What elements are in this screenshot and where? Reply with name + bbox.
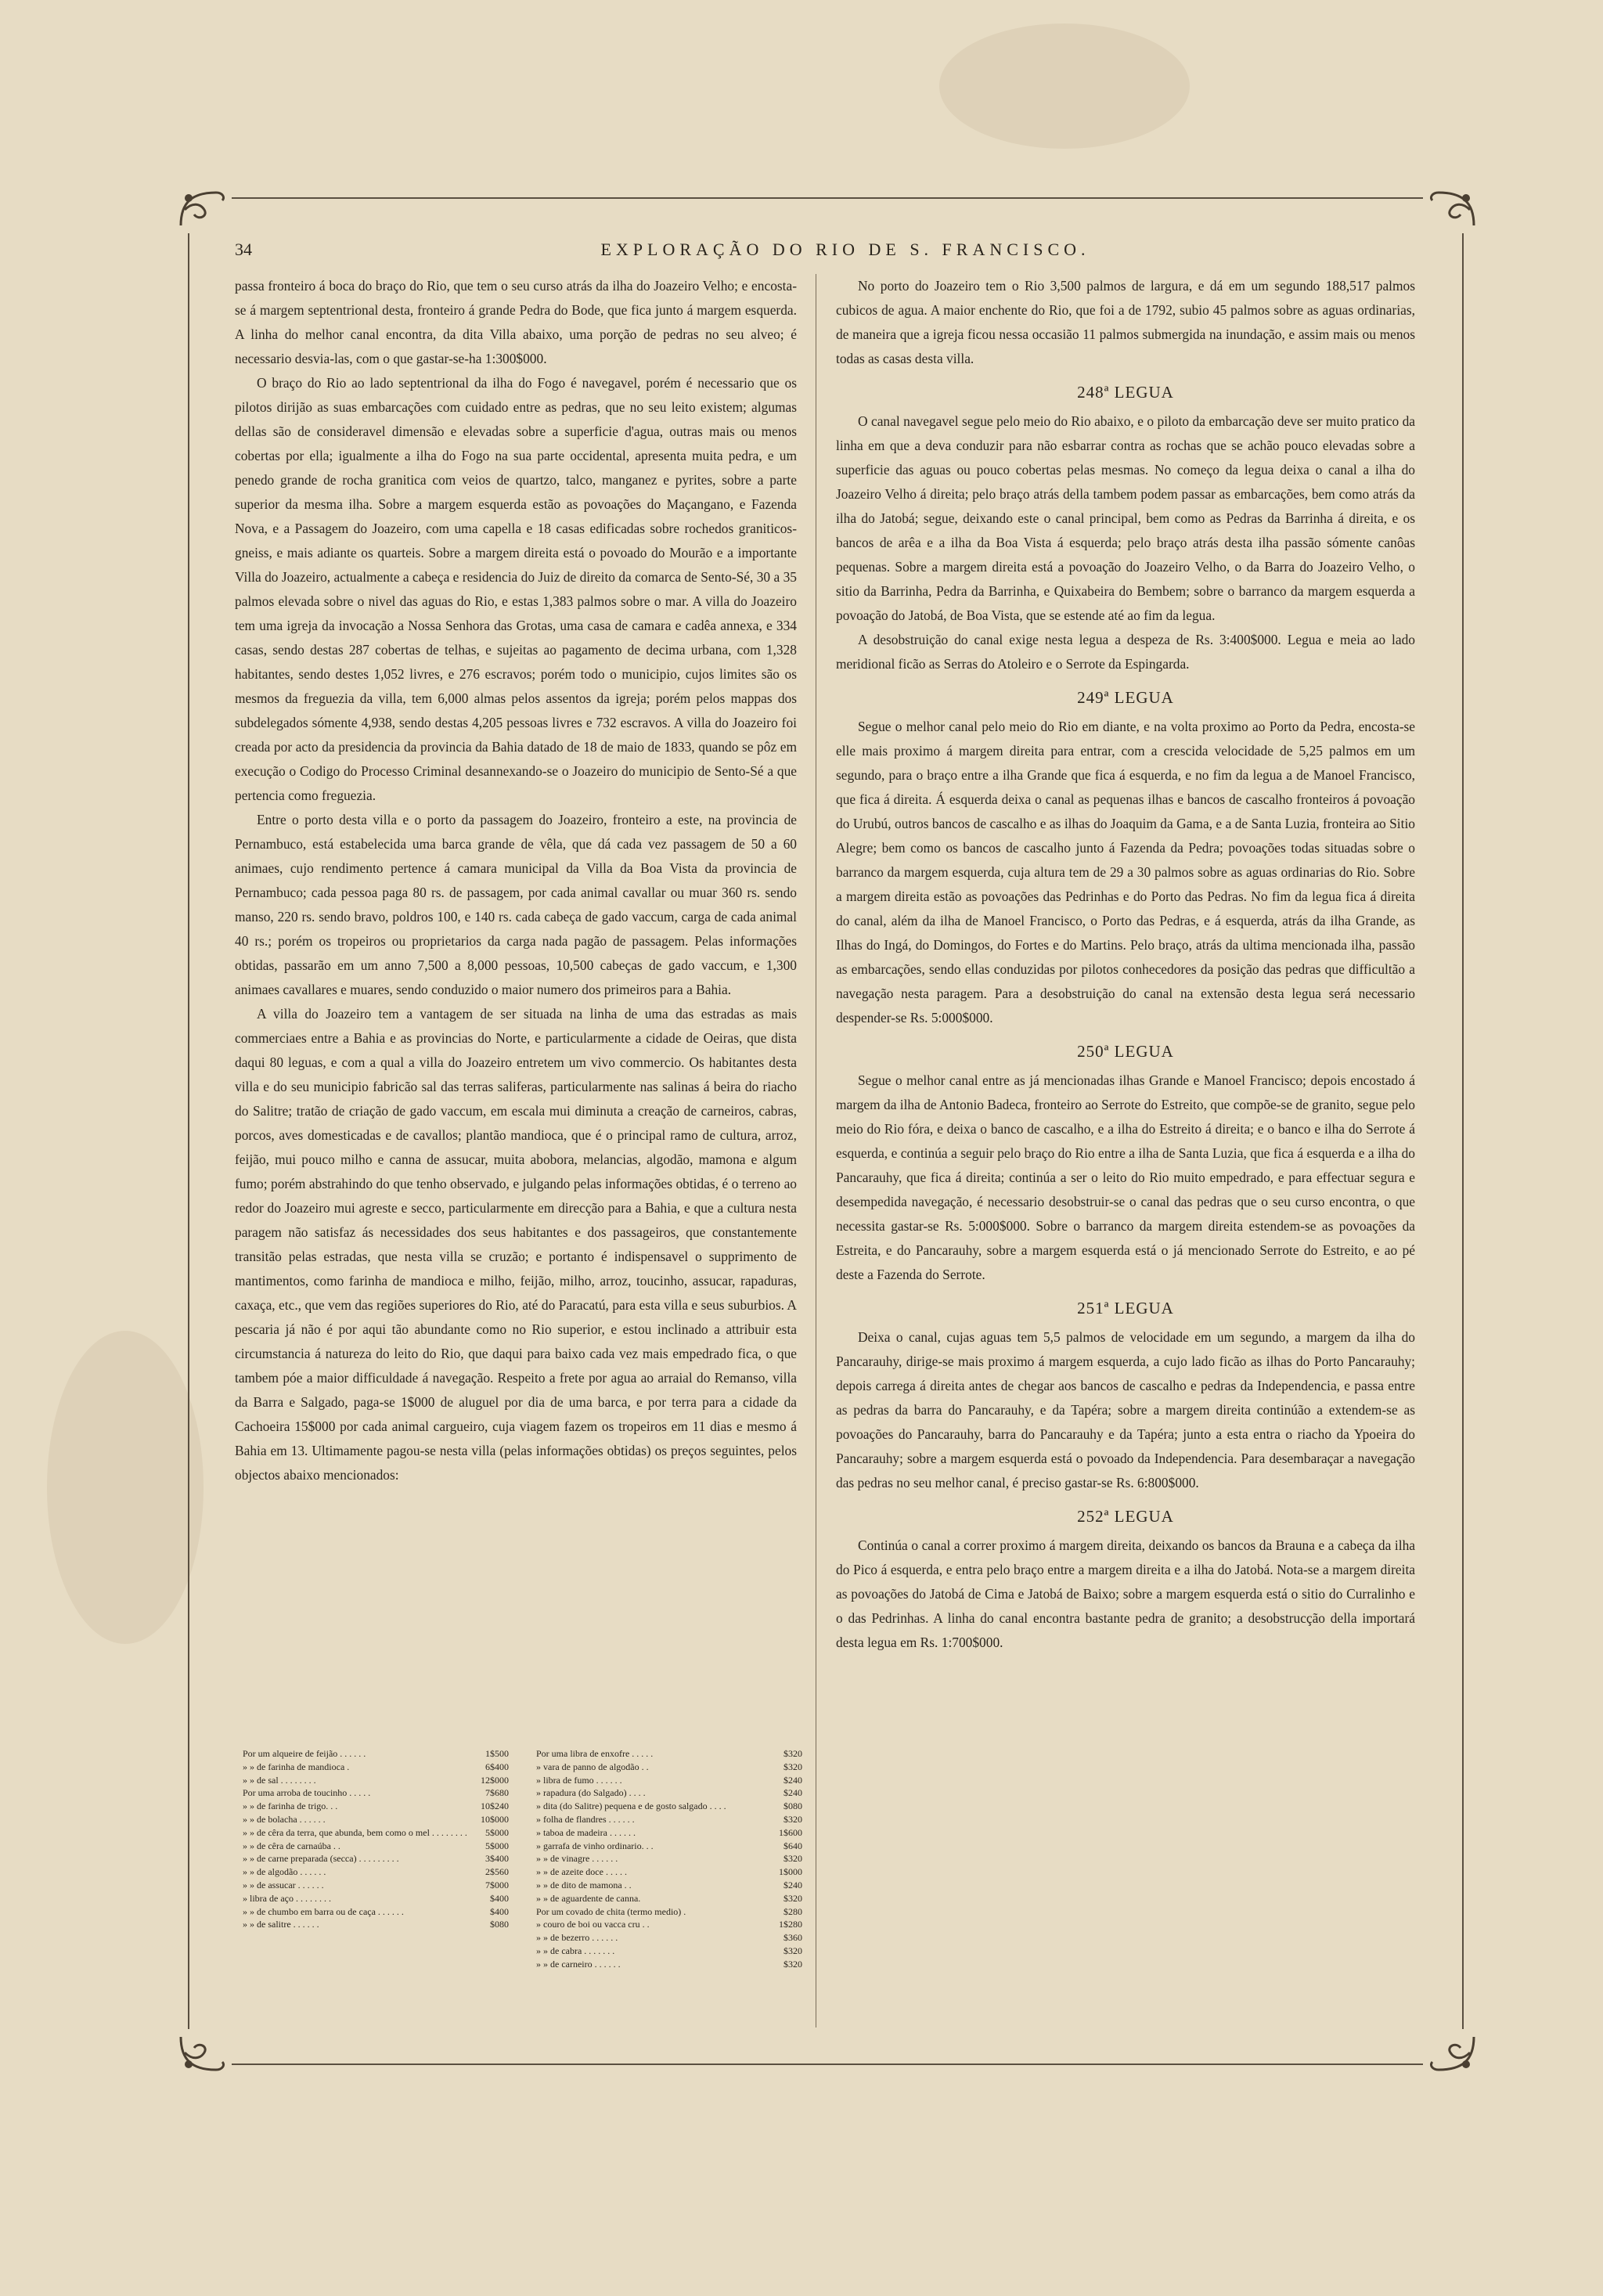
price-item-value: 3$400 xyxy=(485,1853,509,1865)
price-row xyxy=(536,1800,802,1813)
price-row xyxy=(243,1786,509,1800)
price-item-label: » » de azeite doce . . . . . xyxy=(536,1866,627,1878)
price-item-value: $320 xyxy=(783,1892,802,1904)
price-item-label: » » de cabra . . . . . . . xyxy=(536,1945,615,1956)
paragraph: Segue o melhor canal entre as já mencionadas ilhas Grande e Manoel Francisco; depois encostado á margem da ilha de Antonio Badeca, fronteiro ao Serrote do Estreito, que compõe-se de granito, segue pelo meio do Rio fóra, e deixa o banco de cascalho, e a ilha do Estreito á direita; e o banco e ilha do Serrote á esquerda, e continúa a seguir pelo braço do Rio entre a ilha de Santa Luzia, que fica á esquerda e a ilha do Pancarauhy, que fica á direita; continúa a ser o leito do Rio muito empedrado, e para effectuar segura e desempedida navegação, é necessario desobstruir-se o canal das pedras que o seu curso encontra, o que necessita gastar-se Rs. 5:000$000. Sobre o barranco da margem direita estendem-se as povoações da Estreita, e do Pancarauhy, sobre a margem esquerda está o já mencionado Serrote do Estreito, e ao pé deste a Fazenda do Serrote. xyxy=(836,1072,1415,1282)
price-item-label: Por um covado de chita (termo medio) . xyxy=(536,1905,686,1917)
paper-stain xyxy=(47,1331,204,1644)
corner-ornament-icon xyxy=(177,186,232,233)
price-item-label: » taboa de madeira . . . . . . xyxy=(536,1826,636,1838)
price-item-value: $320 xyxy=(783,1945,802,1956)
price-row xyxy=(243,1826,509,1840)
right-column xyxy=(836,274,1415,1655)
price-item-value: 2$560 xyxy=(485,1866,509,1878)
price-row xyxy=(243,1852,509,1865)
price-table-right xyxy=(536,1747,802,1971)
price-row xyxy=(536,1958,802,1971)
price-item-label: » » de algodão . . . . . . xyxy=(243,1866,326,1878)
price-row xyxy=(536,1840,802,1853)
running-title: EXPLORAÇÃO DO RIO DE S. FRANCISCO. xyxy=(600,240,1090,259)
price-row xyxy=(243,1747,509,1761)
price-item-label: » » de salitre . . . . . . xyxy=(243,1919,319,1930)
price-item-value: $320 xyxy=(783,1853,802,1865)
price-item-value: 7$680 xyxy=(485,1787,509,1799)
price-item-value: $240 xyxy=(783,1787,802,1799)
price-item-value: 1$000 xyxy=(779,1866,802,1878)
price-item-value: $280 xyxy=(783,1905,802,1917)
price-item-label: » rapadura (do Salgado) . . . . xyxy=(536,1787,646,1799)
price-row xyxy=(536,1826,802,1840)
left-column xyxy=(235,274,797,1487)
price-row xyxy=(243,1840,509,1853)
price-item-value: $320 xyxy=(783,1761,802,1772)
price-row xyxy=(243,1761,509,1774)
price-row xyxy=(243,1892,509,1905)
price-item-value: $320 xyxy=(783,1813,802,1825)
price-item-label: » folha de flandres . . . . . . xyxy=(536,1813,635,1825)
frame-top-rule xyxy=(232,197,1423,199)
price-item-label: » vara de panno de algodão . . xyxy=(536,1761,649,1772)
price-item-value: 6$400 xyxy=(485,1761,509,1772)
price-item-label: Por um alqueire de feijão . . . . . . xyxy=(243,1748,366,1759)
price-row xyxy=(536,1774,802,1787)
price-item-label: » couro de boi ou vacca cru . . xyxy=(536,1919,650,1930)
price-row xyxy=(536,1813,802,1826)
price-item-value: 1$500 xyxy=(485,1748,509,1759)
price-item-value: 5$000 xyxy=(485,1826,509,1838)
frame-bottom-rule xyxy=(232,2064,1423,2065)
section-heading: 250ª LEGUA xyxy=(1077,1042,1174,1061)
price-table-left xyxy=(243,1747,509,1931)
price-item-value: 1$600 xyxy=(779,1826,802,1838)
price-item-value: 10$240 xyxy=(481,1800,509,1812)
price-row xyxy=(536,1892,802,1905)
price-item-value: 10$000 xyxy=(481,1813,509,1825)
price-item-label: » » de vinagre . . . . . . xyxy=(536,1853,618,1865)
price-item-value: 12$000 xyxy=(481,1774,509,1786)
price-row xyxy=(536,1852,802,1865)
price-row xyxy=(536,1786,802,1800)
price-item-label: » » de farinha de mandioca . xyxy=(243,1761,350,1772)
paragraph: A villa do Joazeiro tem a vantagem de ser situada na linha de uma das estradas as mais commerciaes entre a Bahia e as provincias do Norte, e particularmente a cidade de Oeiras, que dista daqui 80 leguas, e com a qual a villa do Joazeiro entretem um vivo commercio. Os habitantes desta villa e do seu municipio fabricão sal das terras saliferas, particularmente nas salinas á beira do riacho do Salitre; tratão de criação de gado vaccum, em escala mui diminuta a creação de carneiros, cabras, porcos, aves domesticadas e de cavallos; plantão mandioca, que é o principal ramo de cultura, arroz, feijão, mui pouco milho e canna de assucar, muita abobora, melancias, algodão, mamona e algum fumo; porém abstrahindo do que tenho observado, e julgando pelas informações obtidas, é o terreno ao redor do Joazeiro mui agreste e secco, particularmente em direcção para a Bahia, e que a cultura nesta paragem não satisfaz ás necessidades dos seus habitantes e dos passageiros, que constantemente transitão pelas estradas, que nesta villa se cruzão; e portanto é indispensavel o supprimento de mantimentos, como farinha de mandioca e milho, feijão, milho, arroz, toucinho, assucar, rapaduras, caxaça, etc., que vem das regiões superiores do Rio, até do Paracatú, para esta villa e seus suburbios. A pescaria já não é por aqui tão abundante como no Rio superior, e estou inclinado a attribuir esta circumstancia á natureza do leito do Rio, que daqui para baixo cada vez mais empedrado fica, o que tambem póe a maior difficuldade á navegação. Respeito a frete por agua ao arraial do Remanso, villa da Barra e Salgado, paga-se 1$000 de aluguel por dia de uma barca, e por terra para a cidade da Cachoeira 15$000 por cada animal cargueiro, cuja viagem fazem os tropeiros em 11 dias e mesmo á Bahia em 13. Ultimamente pagou-se nesta villa (pelas informações obtidas) os preços seguintes, pelos objectos abaixo mencionados: xyxy=(235,1006,797,1483)
price-item-value: 7$000 xyxy=(485,1879,509,1891)
price-row xyxy=(536,1918,802,1931)
price-item-label: » libra de fumo . . . . . . xyxy=(536,1774,622,1786)
price-row xyxy=(243,1813,509,1826)
price-item-label: » » de cêra da terra, que abunda, bem como o mel . . . . . . . . xyxy=(243,1826,467,1838)
section-heading: 248ª LEGUA xyxy=(1077,383,1174,402)
price-item-label: » dita (do Salitre) pequena e de gosto salgado . . . . xyxy=(536,1800,726,1812)
frame-left-rule xyxy=(188,233,189,2029)
paragraph: passa fronteiro á boca do braço do Rio, que tem o seu curso atrás da ilha do Joazeiro Velho; e encosta-se á margem septentrional desta, fronteiro á grande Pedra do Bode, que fica junto á margem esquerda. A linha do melhor canal encontra, da dita Villa abaixo, uma porção de pedras no seu alveo; é necessario desvia-las, com o que gastar-se-ha 1:300$000. xyxy=(235,278,797,366)
price-row xyxy=(536,1879,802,1892)
frame-right-rule xyxy=(1462,233,1464,2029)
paragraph: O canal navegavel segue pelo meio do Rio abaixo, e o piloto da embarcação deve ser muito pratico da linha em que a deva conduzir para não esbarrar contra as rochas que se achão pouco elevadas sobre a superficie das aguas ou pouco cobertas pelas mesmas. No começo da legua deixa o canal a ilha do Joazeiro Velho á direita; pelo braço atrás della tambem podem passar as embarcações, bem como atrás da ilha do Jatobá; segue, deixando este o canal principal, bem como as Pedras da Barrinha á direita, e os bancos de arêa e a ilha da Boa Vista á esquerda; pelo braço atrás desta ilha passão sómente canôas pequenas. Sobre a margem direita está a povoação do Joazeiro Velho, o da Barra do Joazeiro Velho, o sitio da Barrinha, Pedra da Barrinha, e Quixabeira do Bembem; sobre o barranco da margem esquerda a povoação do Jatobá, de Boa Vista, que se estende até ao fim da legua. xyxy=(836,413,1415,623)
price-item-label: » » de assucar . . . . . . xyxy=(243,1879,324,1891)
price-item-label: » » de chumbo em barra ou de caça . . . . . . xyxy=(243,1905,404,1917)
price-item-label: Por uma arroba de toucinho . . . . . xyxy=(243,1787,371,1799)
price-item-label: » » de carne preparada (secca) . . . . . . . . . xyxy=(243,1853,399,1865)
page-number: 34 xyxy=(235,240,252,259)
paragraph: A desobstruição do canal exige nesta legua a despeza de Rs. 3:400$000. Legua e meia ao lado meridional ficão as Serras do Atoleiro e o Serrote da Espingarda. xyxy=(836,632,1415,672)
paper-stain xyxy=(939,23,1190,149)
price-item-value: $080 xyxy=(490,1919,509,1930)
price-row xyxy=(536,1747,802,1761)
price-row xyxy=(243,1800,509,1813)
price-item-label: » » de dito de mamona . . xyxy=(536,1879,632,1891)
paragraph: Continúa o canal a correr proximo á margem direita, deixando os bancos da Brauna e a cabeça da ilha do Pico á esquerda, e entra pelo braço entre a margem direita e a ilha do Jatobá. Nota-se a margem direita as povoações do Jatobá de Cima e Jatobá de Baixo; sobre a margem esquerda está o sitio do Curralinho e o das Pedrinhas. A linha do canal encontra bastante pedra de granito; a desobstrucção della importará desta legua em Rs. 1:700$000. xyxy=(836,1537,1415,1650)
price-item-label: » » de bolacha . . . . . . xyxy=(243,1813,326,1825)
price-item-value: $400 xyxy=(490,1905,509,1917)
price-item-value: $320 xyxy=(783,1958,802,1970)
price-item-value: $640 xyxy=(783,1840,802,1851)
price-item-label: Por uma libra de enxofre . . . . . xyxy=(536,1748,654,1759)
price-item-label: » » de cêra de carnaúba . . xyxy=(243,1840,340,1851)
section-heading: 249ª LEGUA xyxy=(1077,688,1174,707)
price-row xyxy=(243,1774,509,1787)
price-item-label: » » de aguardente de canna. xyxy=(536,1892,641,1904)
corner-ornament-icon xyxy=(1423,2029,1478,2076)
price-row xyxy=(536,1761,802,1774)
page-header xyxy=(235,240,1456,271)
paragraph: Entre o porto desta villa e o porto da passagem do Joazeiro, fronteiro a este, na provincia de Pernambuco, está estabelecida uma barca grande de vêla, que dá cada vez passagem de 50 a 60 animaes, cujo rendimento pertence á camara municipal da Villa da Boa Vista da provincia de Pernambuco; cada pessoa paga 80 rs. de passagem, por cada animal cavallar ou muar 360 rs. sendo manso, 220 rs. sendo bravo, poldros 100, e 140 rs. cada cabeça de gado vaccum, carga de cada animal 40 rs.; porém os tropeiros ou proprietarios da carga nada pagão de passagem. Pelas informações obtidas, passarão em um anno 7,500 a 8,000 pessoas, 10,500 cabeças de gado vaccum, e 1,300 animaes cavallares e muares, sendo conduzido o maior numero dos primeiros para a Bahia. xyxy=(235,812,797,997)
price-row xyxy=(536,1931,802,1945)
paragraph: Deixa o canal, cujas aguas tem 5,5 palmos de velocidade em um segundo, a margem da ilha do Pancarauhy, dirige-se mais proximo á margem esquerda, a cujo lado ficão as ilhas do Porto Pancarauhy; depois carrega á direita antes de chegar aos bancos de cascalho e pedras da Independencia, e passa entre as pedras da barra do Pancarauhy, e da Tapéra; sobre a margem direita continúão a extendem-se as povoações do Pancarauhy, barra do Pancarauhy e da Tapéra; junto a esta entra o riacho da Ypoeira do Pancarauhy; sobre a margem esquerda está o povoado da Independencia. Para desembaraçar a navegação das pedras no seu melhor canal, é preciso gastar-se Rs. 6:800$000. xyxy=(836,1329,1415,1490)
price-row xyxy=(243,1865,509,1879)
price-item-label: » » de sal . . . . . . . . xyxy=(243,1774,316,1786)
price-item-label: » » de carneiro . . . . . . xyxy=(536,1958,621,1970)
price-item-value: 1$280 xyxy=(779,1919,802,1930)
price-item-value: $240 xyxy=(783,1774,802,1786)
price-item-label: » » de bezerro . . . . . . xyxy=(536,1932,618,1944)
price-item-label: » » de farinha de trigo. . . xyxy=(243,1800,338,1812)
price-row xyxy=(243,1879,509,1892)
price-row xyxy=(536,1945,802,1958)
price-row xyxy=(243,1905,509,1919)
price-item-label: » libra de aço . . . . . . . . xyxy=(243,1892,331,1904)
price-row xyxy=(536,1905,802,1919)
section-heading: 251ª LEGUA xyxy=(1077,1299,1174,1317)
price-row xyxy=(243,1918,509,1931)
price-item-value: $320 xyxy=(783,1748,802,1759)
corner-ornament-icon xyxy=(1423,186,1478,233)
price-item-value: $360 xyxy=(783,1932,802,1944)
paragraph: O braço do Rio ao lado septentrional da ilha do Fogo é navegavel, porém é necessario que os pilotos dirijão as suas embarcações com cuidado entre as pedras, que no seu leito existem; algumas dellas são de consideravel dimensão e elevadas sobre a superficie d'agua, outras mais ou menos cobertas por ella; igualmente a ilha do Fogo na sua parte occidental, apresenta muita pedra, e um penedo grande de rocha granitica com veios de quartzo, talco, manganez e pyrites, sobre a parte superior da mesma ilha. Sobre a margem esquerda estão as povoações do Maçangano, e Fazenda Nova, e a Passagem do Joazeiro, com uma capella e 18 casas edificadas sobre rochedos graniticos-gneiss, e mais adiante os quarteis. Sobre a margem direita está o povoado do Mourão e a importante Villa do Joazeiro, actualmente a cabeça e residencia do Juiz de direito da comarca de Sento-Sé, 30 a 35 palmos elevada sobre o nivel das aguas do Rio, e estas 1,383 palmos sobre o mar. A villa do Joazeiro tem uma igreja da invocação a Nossa Senhora das Grotas, uma casa de camara e cadêa annexa, e 334 casas, sendo destas 287 cobertas de telhas, e sujeitas ao pagamento de decima urbana, com 1,328 habitantes, sendo destes 1,052 livres, e 276 escravos; porém todo o municipio, cujos limites são os mesmos da freguezia da villa, tem 6,000 almas pelos assentos da igreja; porém pelos mappas dos subdelegados sómente 4,938, sendo destas 4,205 pessoas livres e 732 escravos. A villa do Joazeiro foi creada por acto da presidencia da provincia da Bahia datado de 18 de maio de 1833, quando se pôz em execução o Codigo do Processo Criminal desannexando-se o Joazeiro do municipio de Sento-Sé a que pertencia como freguezia. xyxy=(235,375,797,803)
price-item-label: » garrafa de vinho ordinario. . . xyxy=(536,1840,654,1851)
price-item-value: $080 xyxy=(783,1800,802,1812)
section-heading: 252ª LEGUA xyxy=(1077,1507,1174,1526)
price-item-value: $400 xyxy=(490,1892,509,1904)
paragraph: Segue o melhor canal pelo meio do Rio em diante, e na volta proximo ao Porto da Pedra, encosta-se elle mais proximo á margem direita para entrar, com a crescida velocidade de 5,25 palmos em um segundo, para o braço entre a ilha Grande que fica á esquerda, e no fim da legua a de Manoel Francisco, que fica á direita. Á esquerda deixa o canal as pequenas ilhas e bancos de cascalho fronteiros á povoação do Urubú, outros bancos de cascalho e as ilhas do Joaquim da Gama, e a de Santa Luzia, fronteira ao Sitio Alegre; bem como os bancos de cascalho junto á Fazenda da Pedra; povoações todas situadas sobre o barranco da margem esquerda, cuja altura tem de 29 a 30 palmos sobre as aguas ordinarias do Rio. Sobre a margem direita estão as povoações das Pedrinhas e do Porto das Pedras. No fim da legua fica á direita do canal, além da ilha de Manoel Francisco, o Porto das Pedras, e á esquerda, atrás da ilha Grande, as Ilhas do Ingá, do Domingos, do Fortes e do Martins. Pelo braço, atrás da ultima mencionada ilha, passão as embarcações, sendo ellas conduzidas por pilotos conhecedores da posição das pedras que difficultão a navegação nesta paragem. Para a desobstruição do canal na extensão desta legua será necessario despender-se Rs. 5:000$000. xyxy=(836,719,1415,1025)
price-item-value: 5$000 xyxy=(485,1840,509,1851)
price-row xyxy=(536,1865,802,1879)
corner-ornament-icon xyxy=(177,2029,232,2076)
price-item-value: $240 xyxy=(783,1879,802,1891)
paragraph: No porto do Joazeiro tem o Rio 3,500 palmos de largura, e dá em um segundo 188,517 palmos cubicos de agua. A maior enchente do Rio, que foi a de 1792, subio 45 palmos sobre as aguas ordinarias, de maneira que a igreja ficou nessa occasião 11 palmos submergida na inundação, e assim mais ou menos todas as casas desta villa. xyxy=(836,278,1415,366)
